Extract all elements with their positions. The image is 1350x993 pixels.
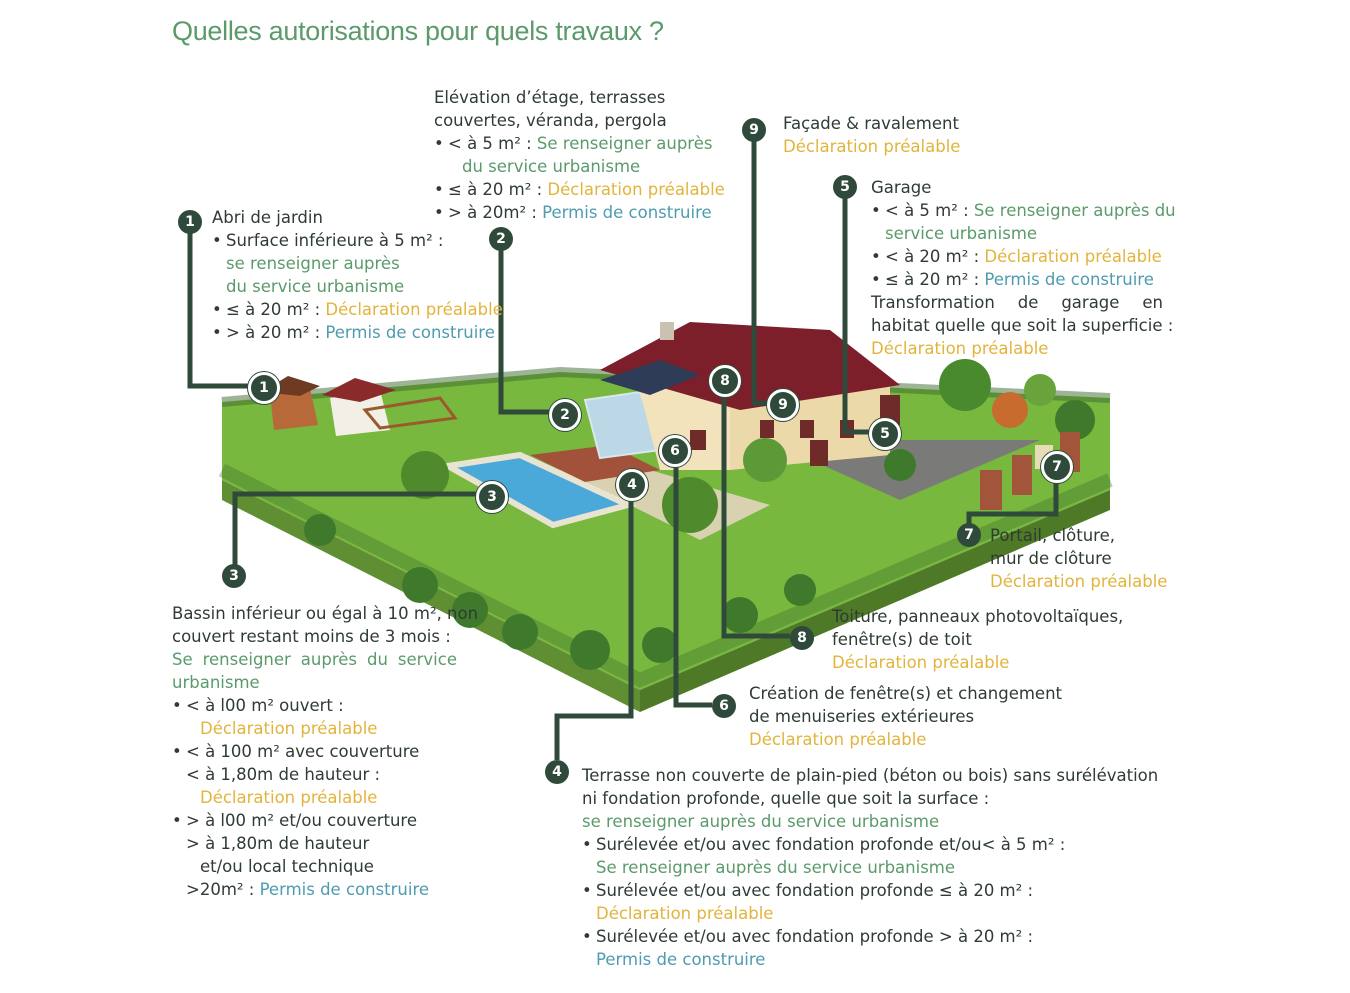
item-7-block <box>990 524 1167 593</box>
label-number-4: 4 <box>545 760 569 784</box>
item-2-heading-2: couvertes, véranda, pergola <box>434 111 667 130</box>
item-8-line-2: fenêtre(s) de toit <box>832 630 972 649</box>
item-8-line-1: Toiture, panneaux photovoltaïques, <box>832 607 1124 626</box>
item-9-line-2: Déclaration préalable <box>783 137 961 156</box>
label-number-5: 5 <box>833 175 857 199</box>
item-3-line-7: < à 100 m² avec couverture <box>186 742 420 761</box>
item-5-line-5: Transformation de garage en <box>871 293 1163 312</box>
item-3-line-11: > à 1,80m de hauteur <box>186 834 370 853</box>
item-9-block <box>783 112 960 158</box>
item-3-line-13b: Permis de construire <box>259 880 430 899</box>
marker-6[interactable]: 6 <box>659 435 691 467</box>
item-2-line-4a: > à 20m² : <box>448 203 543 222</box>
item-3-line-1b: inférieur ou égal à 10 m², non <box>225 604 479 623</box>
item-3-line-8: < à 1,80m de hauteur : <box>186 765 381 784</box>
item-6-block <box>749 682 1062 751</box>
item-2-line-3a: ≤ à 20 m² : <box>448 180 548 199</box>
item-3-line-6: Déclaration préalable <box>200 719 378 738</box>
label-number-8: 8 <box>790 626 814 650</box>
item-2-line-1a: < à 5 m² : <box>448 134 537 153</box>
label-number-2: 2 <box>489 227 513 251</box>
item-4-line-5: Se renseigner auprès du service urbanisme <box>596 858 956 877</box>
item-5-heading: Garage <box>871 178 932 197</box>
item-4-block: Terrasse non couverte de plain-pied (béton ou bois) sans surélévation ni fondation profonde, quelle que soit la surface : se renseigner auprès du service urbanisme • Surélevée et/ou avec fondation profonde et/ou< à 5 m² : Se renseigner auprès du service urbanisme • Surélevée et/ou avec fondation profonde ≤ à 20 m² : Déclaration préalable • Surélevée et/ou avec fondation profonde > à 20 m² : Permis de construire <box>582 766 1159 969</box>
item-7-line-3: Déclaration préalable <box>990 572 1168 591</box>
item-3-line-13a: >20m² : <box>186 880 260 899</box>
item-4-line-1a: Terrasse non couverte de plain-pied <box>582 766 878 785</box>
marker-7[interactable]: 7 <box>1041 451 1073 483</box>
item-6-line-2: de menuiseries extérieures <box>749 707 975 726</box>
item-3-line-9: Déclaration préalable <box>200 788 378 807</box>
item-1-block: Abri de jardin • Surface inférieure à 5 m² : se renseigner auprès du service urbanisme • ≤ à 20 m² : Déclaration préalable • > à 20 m² : Permis de construire <box>212 208 503 342</box>
item-4-line-1b: (béton ou bois) sans surélévation <box>877 766 1159 785</box>
item-5-line-1a: < à 5 m² : <box>885 201 974 220</box>
item-5-line-4a: ≤ à 20 m² : <box>885 270 985 289</box>
item-8-block <box>832 605 1123 674</box>
item-9-line-1: Façade & ravalement <box>783 114 959 133</box>
label-number-7: 7 <box>957 523 981 547</box>
item-1-line-2: se renseigner auprès <box>226 254 400 273</box>
item-5-line-7: Déclaration préalable <box>871 339 1049 358</box>
item-1-heading: Abri de jardin <box>212 208 323 227</box>
item-3-line-3: Se renseigner auprès du service <box>172 650 457 669</box>
item-8-line-3: Déclaration préalable <box>832 653 1010 672</box>
item-1-line-5a: > à 20 m² : <box>226 323 326 342</box>
item-4-line-7: Déclaration préalable <box>596 904 774 923</box>
item-5-line-4b: Permis de construire <box>984 270 1154 289</box>
item-3-line-2: couvert restant moins de 3 mois : <box>172 627 451 646</box>
item-5-block: Garage • < à 5 m² : Se renseigner auprès du service urbanisme • < à 20 m² : Déclaration préalable • ≤ à 20 m² : Permis de construire Transformation de garage en habitat quelle que soit la superficie : Déclaration préalable <box>871 178 1176 358</box>
label-number-1: 1 <box>178 210 202 234</box>
item-5-line-1b: Se renseigner auprès du <box>973 201 1176 220</box>
item-1-line-5b: Permis de construire <box>325 323 495 342</box>
item-5-line-2: service urbanisme <box>885 224 1038 243</box>
chimney <box>660 322 674 340</box>
label-number-3: 3 <box>222 564 246 588</box>
marker-4[interactable]: 4 <box>616 469 648 501</box>
item-2-line-2: du service urbanisme <box>462 157 641 176</box>
page-title: Quelles autorisations pour quels travaux ? <box>172 16 664 46</box>
item-5-line-6: habitat quelle que soit la superficie : <box>871 316 1174 335</box>
item-4-line-9: Permis de construire <box>596 950 766 969</box>
marker-8[interactable]: 8 <box>709 365 741 397</box>
item-7-line-1: Portail, clôture, <box>990 526 1115 545</box>
item-2-line-1b: Se renseigner auprès <box>536 134 713 153</box>
item-4-line-2: ni fondation profonde, quelle que soit la surface : <box>582 789 990 808</box>
marker-3[interactable]: 3 <box>476 481 508 513</box>
item-3-line-4: urbanisme <box>172 673 260 692</box>
item-1-line-1: Surface inférieure à 5 m² : <box>226 231 444 250</box>
item-2-block: Elévation d’étage, terrasses couvertes, véranda, pergola • < à 5 m² : Se renseigner auprès du service urbanisme • ≤ à 20 m² : Déclaration préalable • > à 20m² : Permis de construire <box>434 88 725 222</box>
item-2-heading-1: Elévation d’étage, terrasses <box>434 88 666 107</box>
item-5-line-3b: Déclaration préalable <box>984 247 1162 266</box>
item-1-line-3: du service urbanisme <box>226 277 405 296</box>
item-2-line-4b: Permis de construire <box>542 203 712 222</box>
item-5-line-3a: < à 20 m² : <box>885 247 985 266</box>
item-1-line-4a: ≤ à 20 m² : <box>226 300 326 319</box>
marker-9[interactable]: 9 <box>767 389 799 421</box>
marker-2[interactable]: 2 <box>549 399 581 431</box>
item-4-line-3: se renseigner auprès du service urbanisme <box>582 812 940 831</box>
item-7-line-2: mur de clôture <box>990 549 1112 568</box>
item-6-line-3: Déclaration préalable <box>749 730 927 749</box>
marker-5[interactable]: 5 <box>869 418 901 450</box>
item-3-block: Bassin inférieur ou égal à 10 m², non couvert restant moins de 3 mois : Se renseigner auprès du service urbanisme • < à l00 m² ouvert : Déclaration préalable • < à 100 m² avec couverture < à 1,80m de hauteur : Déclaration préalable • > à l00 m² et/ou couverture > à 1,80m de hauteur et/ou local technique >20m² : Permis de construire <box>172 604 479 899</box>
item-4-line-8: Surélevée et/ou avec fondation profonde > à 20 m² : <box>596 927 1034 946</box>
label-number-9: 9 <box>742 118 766 142</box>
item-6-line-1: Création de fenêtre(s) et changement <box>749 684 1062 703</box>
label-number-6: 6 <box>712 694 736 718</box>
item-3-line-12: et/ou local technique <box>200 857 374 876</box>
item-4-line-4: Surélevée et/ou avec fondation profonde et/ou< à 5 m² : <box>596 835 1066 854</box>
item-2-line-3b: Déclaration préalable <box>547 180 725 199</box>
item-3-line-5: < à l00 m² ouvert : <box>186 696 344 715</box>
item-3-line-1a: Bassin <box>172 604 226 623</box>
item-4-line-6: Surélevée et/ou avec fondation profonde ≤ à 20 m² : <box>596 881 1034 900</box>
item-1-line-4b: Déclaration préalable <box>325 300 503 319</box>
marker-1[interactable]: 1 <box>248 372 280 404</box>
item-3-line-10: > à l00 m² et/ou couverture <box>186 811 417 830</box>
